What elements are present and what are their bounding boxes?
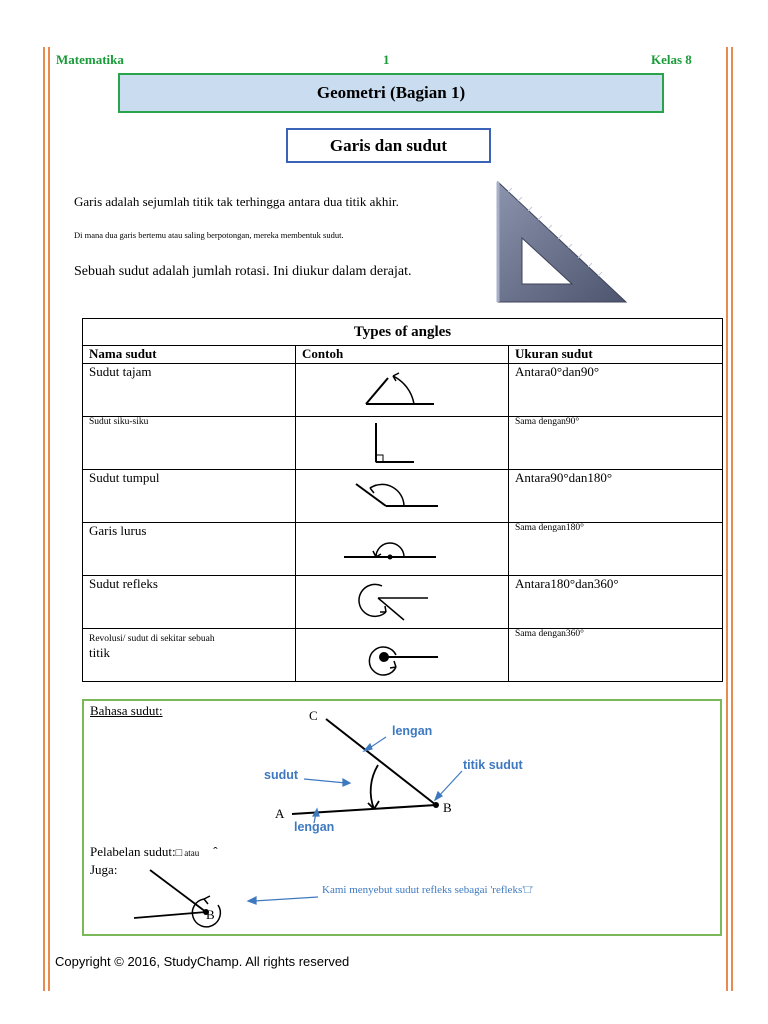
angle-name: Sudut siku-siku	[83, 417, 296, 470]
frame-line-left-inner	[48, 47, 50, 991]
angle-name: Revolusi/ sudut di sekitar sebuah	[89, 634, 215, 644]
acute-angle-icon	[296, 364, 508, 416]
angle-example	[296, 576, 509, 629]
angle-size: Sama dengan180°	[509, 523, 723, 576]
angle-name: Sudut tajam	[83, 364, 296, 417]
point-label-c: C	[309, 708, 318, 723]
page-title: Geometri (Bagian 1)	[118, 73, 664, 113]
closing-quote-glyph-icon: '	[530, 884, 533, 896]
circumflex-glyph-icon: ˆ	[213, 844, 218, 859]
obtuse-angle-icon	[296, 470, 508, 522]
reflex-angle-icon	[296, 576, 508, 628]
box-glyph-icon: □	[175, 847, 183, 859]
frame-line-right-inner	[726, 47, 728, 991]
point-label-b-small: B	[206, 907, 215, 922]
intro-paragraph-3: Sebuah sudut adalah jumlah rotasi. Ini diukur dalam derajat.	[74, 264, 412, 279]
table-row	[83, 364, 723, 417]
angle-example	[296, 417, 509, 470]
straight-angle-icon	[296, 523, 508, 575]
point-label-b: B	[443, 800, 452, 815]
angle-size: Sama dengan360°	[509, 629, 723, 682]
angle-label: sudut	[264, 768, 299, 782]
angle-name: Garis lurus	[83, 523, 296, 576]
arm-label-bottom: lengan	[294, 820, 335, 834]
angle-name: Sudut tumpul	[83, 470, 296, 523]
angle-name-cell	[83, 629, 296, 682]
box-glyph-icon: □	[524, 884, 531, 896]
set-square-icon	[494, 180, 630, 306]
vertex-label: titik sudut	[463, 758, 523, 772]
table-caption: Types of angles	[83, 319, 723, 346]
header-subject: Matematika	[56, 52, 124, 67]
table-row	[83, 576, 723, 629]
revolution-angle-icon	[296, 629, 508, 681]
labelling-or: atau	[184, 848, 200, 858]
table-row	[83, 523, 723, 576]
angle-example	[296, 364, 509, 417]
angle-language-heading: Bahasa sudut:	[90, 703, 163, 718]
column-header-name: Nama sudut	[83, 346, 296, 364]
table-row	[83, 417, 723, 470]
angle-name-continued: titik	[89, 645, 110, 660]
angle-size: Antara90°dan180°	[509, 470, 723, 523]
right-angle-icon	[296, 417, 508, 469]
frame-line-right	[731, 47, 733, 991]
section-title: Garis dan sudut	[286, 128, 491, 163]
intro-paragraph-2: Di mana dua garis bertemu atau saling berpotongan, mereka membentuk sudut.	[74, 230, 344, 240]
table-row	[83, 470, 723, 523]
frame-line-left	[43, 47, 45, 991]
angle-example	[296, 523, 509, 576]
table-row	[83, 629, 723, 682]
labelling-label: Pelabelan sudut:	[90, 844, 176, 859]
angle-size: Antara0°dan90°	[509, 364, 723, 417]
angle-example	[296, 629, 509, 682]
header-grade: Kelas 8	[651, 52, 692, 67]
column-header-size: Ukuran sudut	[509, 346, 723, 364]
reflex-note-text: Kami menyebut sudut refleks sebagai 'refleks'	[322, 884, 525, 896]
angle-size: Sama dengan90°	[509, 417, 723, 470]
header-page-number: 1	[383, 52, 390, 67]
angle-example	[296, 470, 509, 523]
reflex-note	[322, 884, 533, 896]
column-header-example: Contoh	[296, 346, 509, 364]
angle-size: Antara180°dan360°	[509, 576, 723, 629]
angles-table	[82, 318, 723, 682]
angle-name: Sudut refleks	[83, 576, 296, 629]
labelling-text	[90, 844, 218, 860]
also-label: Juga:	[90, 862, 118, 877]
intro-paragraph-1: Garis adalah sejumlah titik tak terhingga antara dua titik akhir.	[74, 194, 399, 209]
arm-label-top: lengan	[392, 724, 433, 738]
footer-copyright: Copyright © 2016, StudyChamp. All rights reserved	[55, 954, 350, 969]
point-label-a: A	[275, 806, 285, 821]
